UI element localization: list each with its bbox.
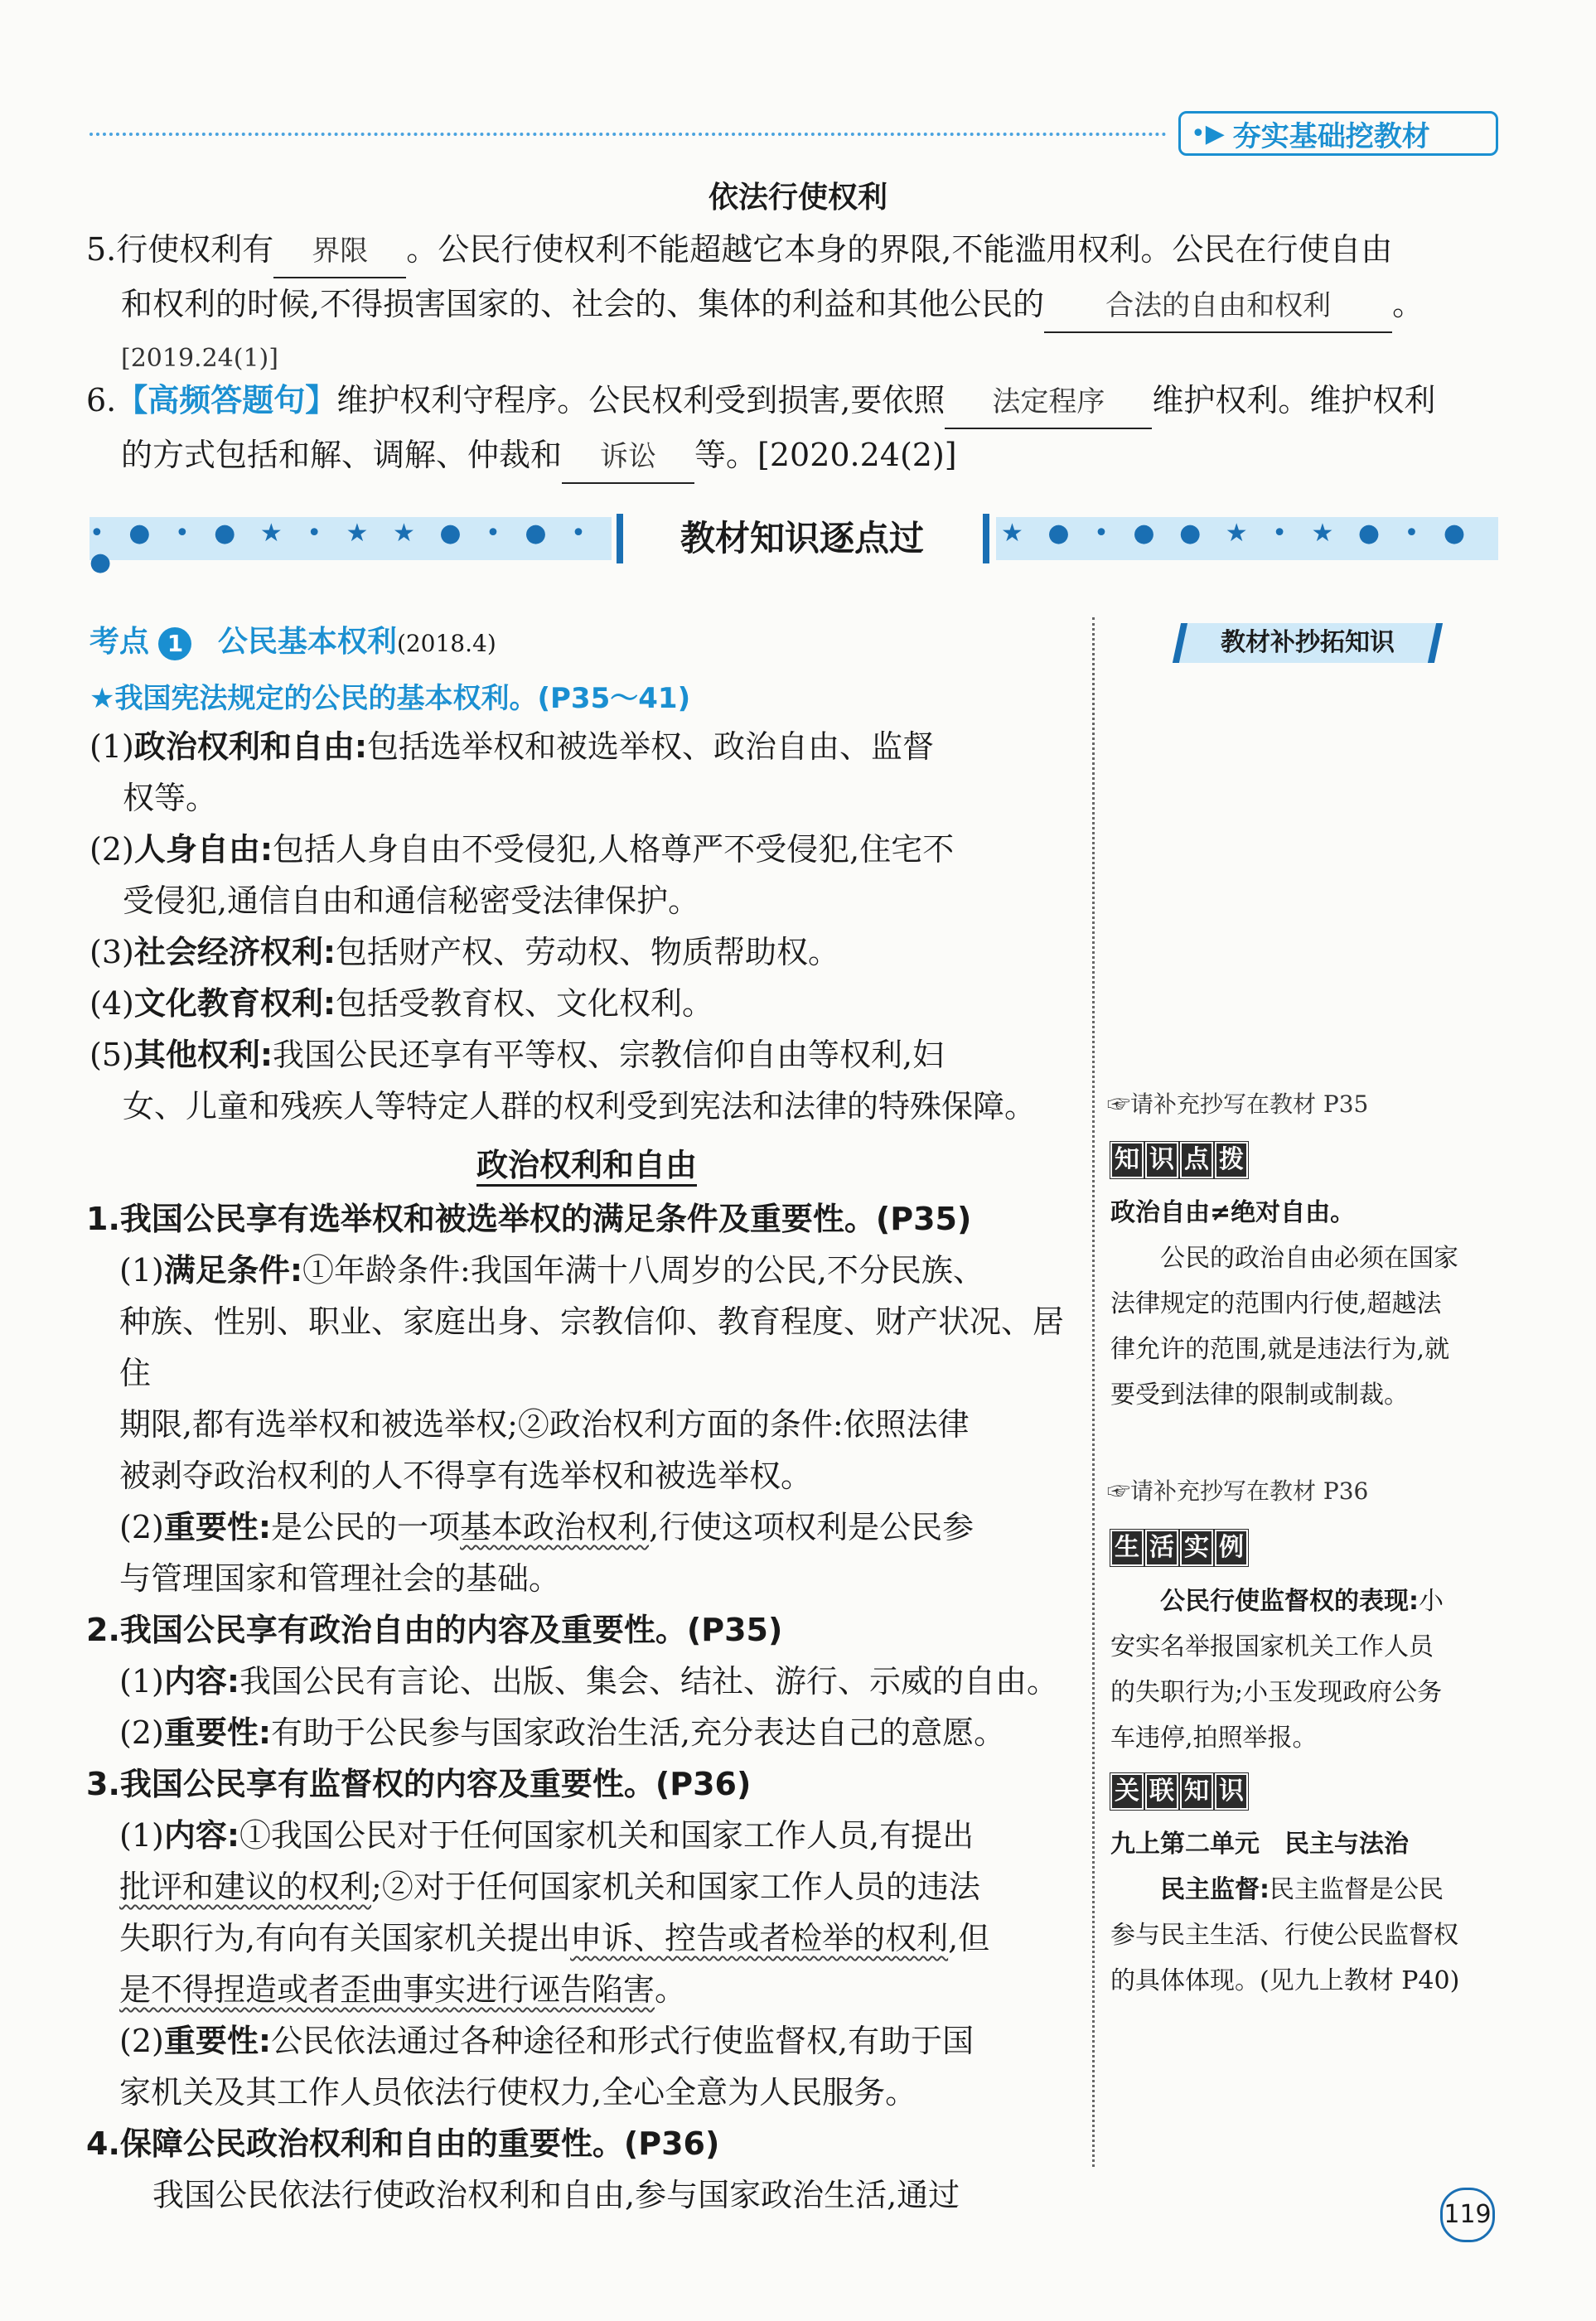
rights-list: (1)政治权利和自由:包括选举权和被选举权、政治自由、监督 权等。 (2)人身自由:包括人身自由不受侵犯,人格尊严不受侵犯,住宅不 受侵犯,通信自由和通信秘密受法律保护。 (3)社会经济权利:包括财产权、劳动权、物质帮助权。 (4)文化教育权利:包括受教育权、文化权利。 (5)其他权利:我国公民还享有平等权、宗教信仰自由等权利,妇 女、儿童和残疾人等特定人群的权利受到宪法和法律的特殊保障。 <box>89 721 1084 1132</box>
arrow-icon: •▶ <box>1191 118 1225 148</box>
answer-blank[interactable]: 界限 <box>273 225 406 278</box>
sidebar-note: ☞请补充抄写在教材 P36 <box>1107 1477 1369 1505</box>
tag-life-example: 生 活 实 例 <box>1110 1530 1248 1566</box>
section-banner: • ● • ● ★ • ★ ★ ● • ● • ● 教材知识逐点过 ★ ● • ● ● ★ • ★ ● • ● <box>89 514 1498 563</box>
kaodian-heading: 考点 1 公民基本权利(2018.4) <box>89 625 496 659</box>
sidebar-block-2: 公民行使监督权的表现:小 安实名举报国家机关工作人员 的失职行为;小玉发现政府公务 车违停,拍照举报。 <box>1110 1587 1444 1753</box>
column-divider <box>1092 617 1095 2167</box>
list-item: (2)人身自由:包括人身自由不受侵犯,人格尊严不受侵犯,住宅不 <box>89 831 955 868</box>
frequent-answer-tag: 【高频答题句】 <box>116 382 337 418</box>
sidebar-note: ☞请补充抄写在教材 P35 <box>1107 1090 1369 1118</box>
page-number: 119 <box>1440 2188 1495 2242</box>
answer-blank[interactable]: 合法的自由和权利 <box>1044 280 1392 333</box>
header-dotted-line <box>89 133 1167 136</box>
list-item: (1)政治权利和自由:包括选举权和被选举权、政治自由、监督 <box>89 728 935 765</box>
item-5: 5.行使权利有 界限 。公民行使权利不能超越它本身的界限,不能滥用权利。公民在行使自由 和权利的时候,不得损害国家的、社会的、集体的利益和其他公民的 合法的自由和权利 。 [2019.24(1)] <box>86 224 1511 384</box>
star-heading: ★我国宪法规定的公民的基本权利。(P35～41) <box>89 682 691 715</box>
answer-blank[interactable]: 法定程序 <box>945 376 1152 429</box>
item-6: 6.【高频答题句】维护权利守程序。公民权利受到损害,要依照 法定程序 维护权利。维护权利 的方式包括和解、调解、仲裁和 诉讼 等。[2020.24(2)] <box>86 375 1511 484</box>
list-item: (4)文化教育权利:包括受教育权、文化权利。 <box>89 985 714 1022</box>
top-subtitle: 依法行使权利 <box>708 181 887 215</box>
sidebar-block-3: 九上第二单元 民主与法治 民主监督:民主监督是公民 参与民主生活、行使公民监督权 的具体体现。(见九上教材 P40) <box>1110 1830 1460 1995</box>
question-block: 1.我国公民享有选举权和被选举权的满足条件及重要性。(P35) (1)满足条件:①年龄条件:我国年满十八周岁的公民,不分民族、 种族、性别、职业、家庭出身、宗教信仰、教育程度、财产状况、居住 期限,都有选举权和被选举权;②政治权利方面的条件:依照法律 被剥夺政治权利的人不得享有选举权和被选举权。 (2)重要性:是公民的一项基本政治权利,行使这项权利是公民参 与管理国家和管理社会的基础。 2.我国公民享有政治自由的内容及重要性。(P35) (1)内容:我国公民有言论、出版、集会、结社、游行、示威的自由。 (2)重要性:有助于公民参与国家政治生活,充分表达自己的意愿。 3.我国公民享有监督权的内容及重要性。(P36) (1)内容:①我国公民对于任何国家机关和国家工作人员,有提出 批评和建议的权利;②对于任何国家机关和国家工作人员的违法 失职行为,有向有关国家机关提出申诉、控告或者检举的权利,但 是不得捏造或者歪曲事实进行诬告陷害。 (2)重要性:公民依法通过各种途径和形式行使监督权,有助于国 家机关及其工作人员依法行使权力,全心全意为人民服务。 4.保障公民政治权利和自由的重要性。(P36) 我国公民依法行使政治权利和自由,参与国家政治生活,通过 <box>86 1201 1065 2213</box>
list-item: (3)社会经济权利:包括财产权、劳动权、物质帮助权。 <box>89 934 840 970</box>
header-badge: •▶ 夯实基础挖教材 <box>1178 111 1498 156</box>
answer-blank[interactable]: 诉讼 <box>562 431 694 484</box>
kaodian-number-badge: 1 <box>158 627 191 660</box>
section2-title: 政治权利和自由 <box>476 1147 697 1183</box>
tag-related-knowledge: 关 联 知 识 <box>1110 1773 1248 1810</box>
list-item: (5)其他权利:我国公民还享有平等权、宗教信仰自由等权利,妇 <box>89 1037 945 1073</box>
sidebar-block-1: 政治自由≠绝对自由。 公民的政治自由必须在国家 法律规定的范围内行使,超越法 律允许的范围,就是违法行为,就 要受到法律的限制或制裁。 <box>1110 1198 1458 1410</box>
sidebar-heading: 教材补抄拓知识 <box>1173 623 1443 663</box>
tag-knowledge-tip: 知 识 点 拨 <box>1110 1142 1248 1178</box>
